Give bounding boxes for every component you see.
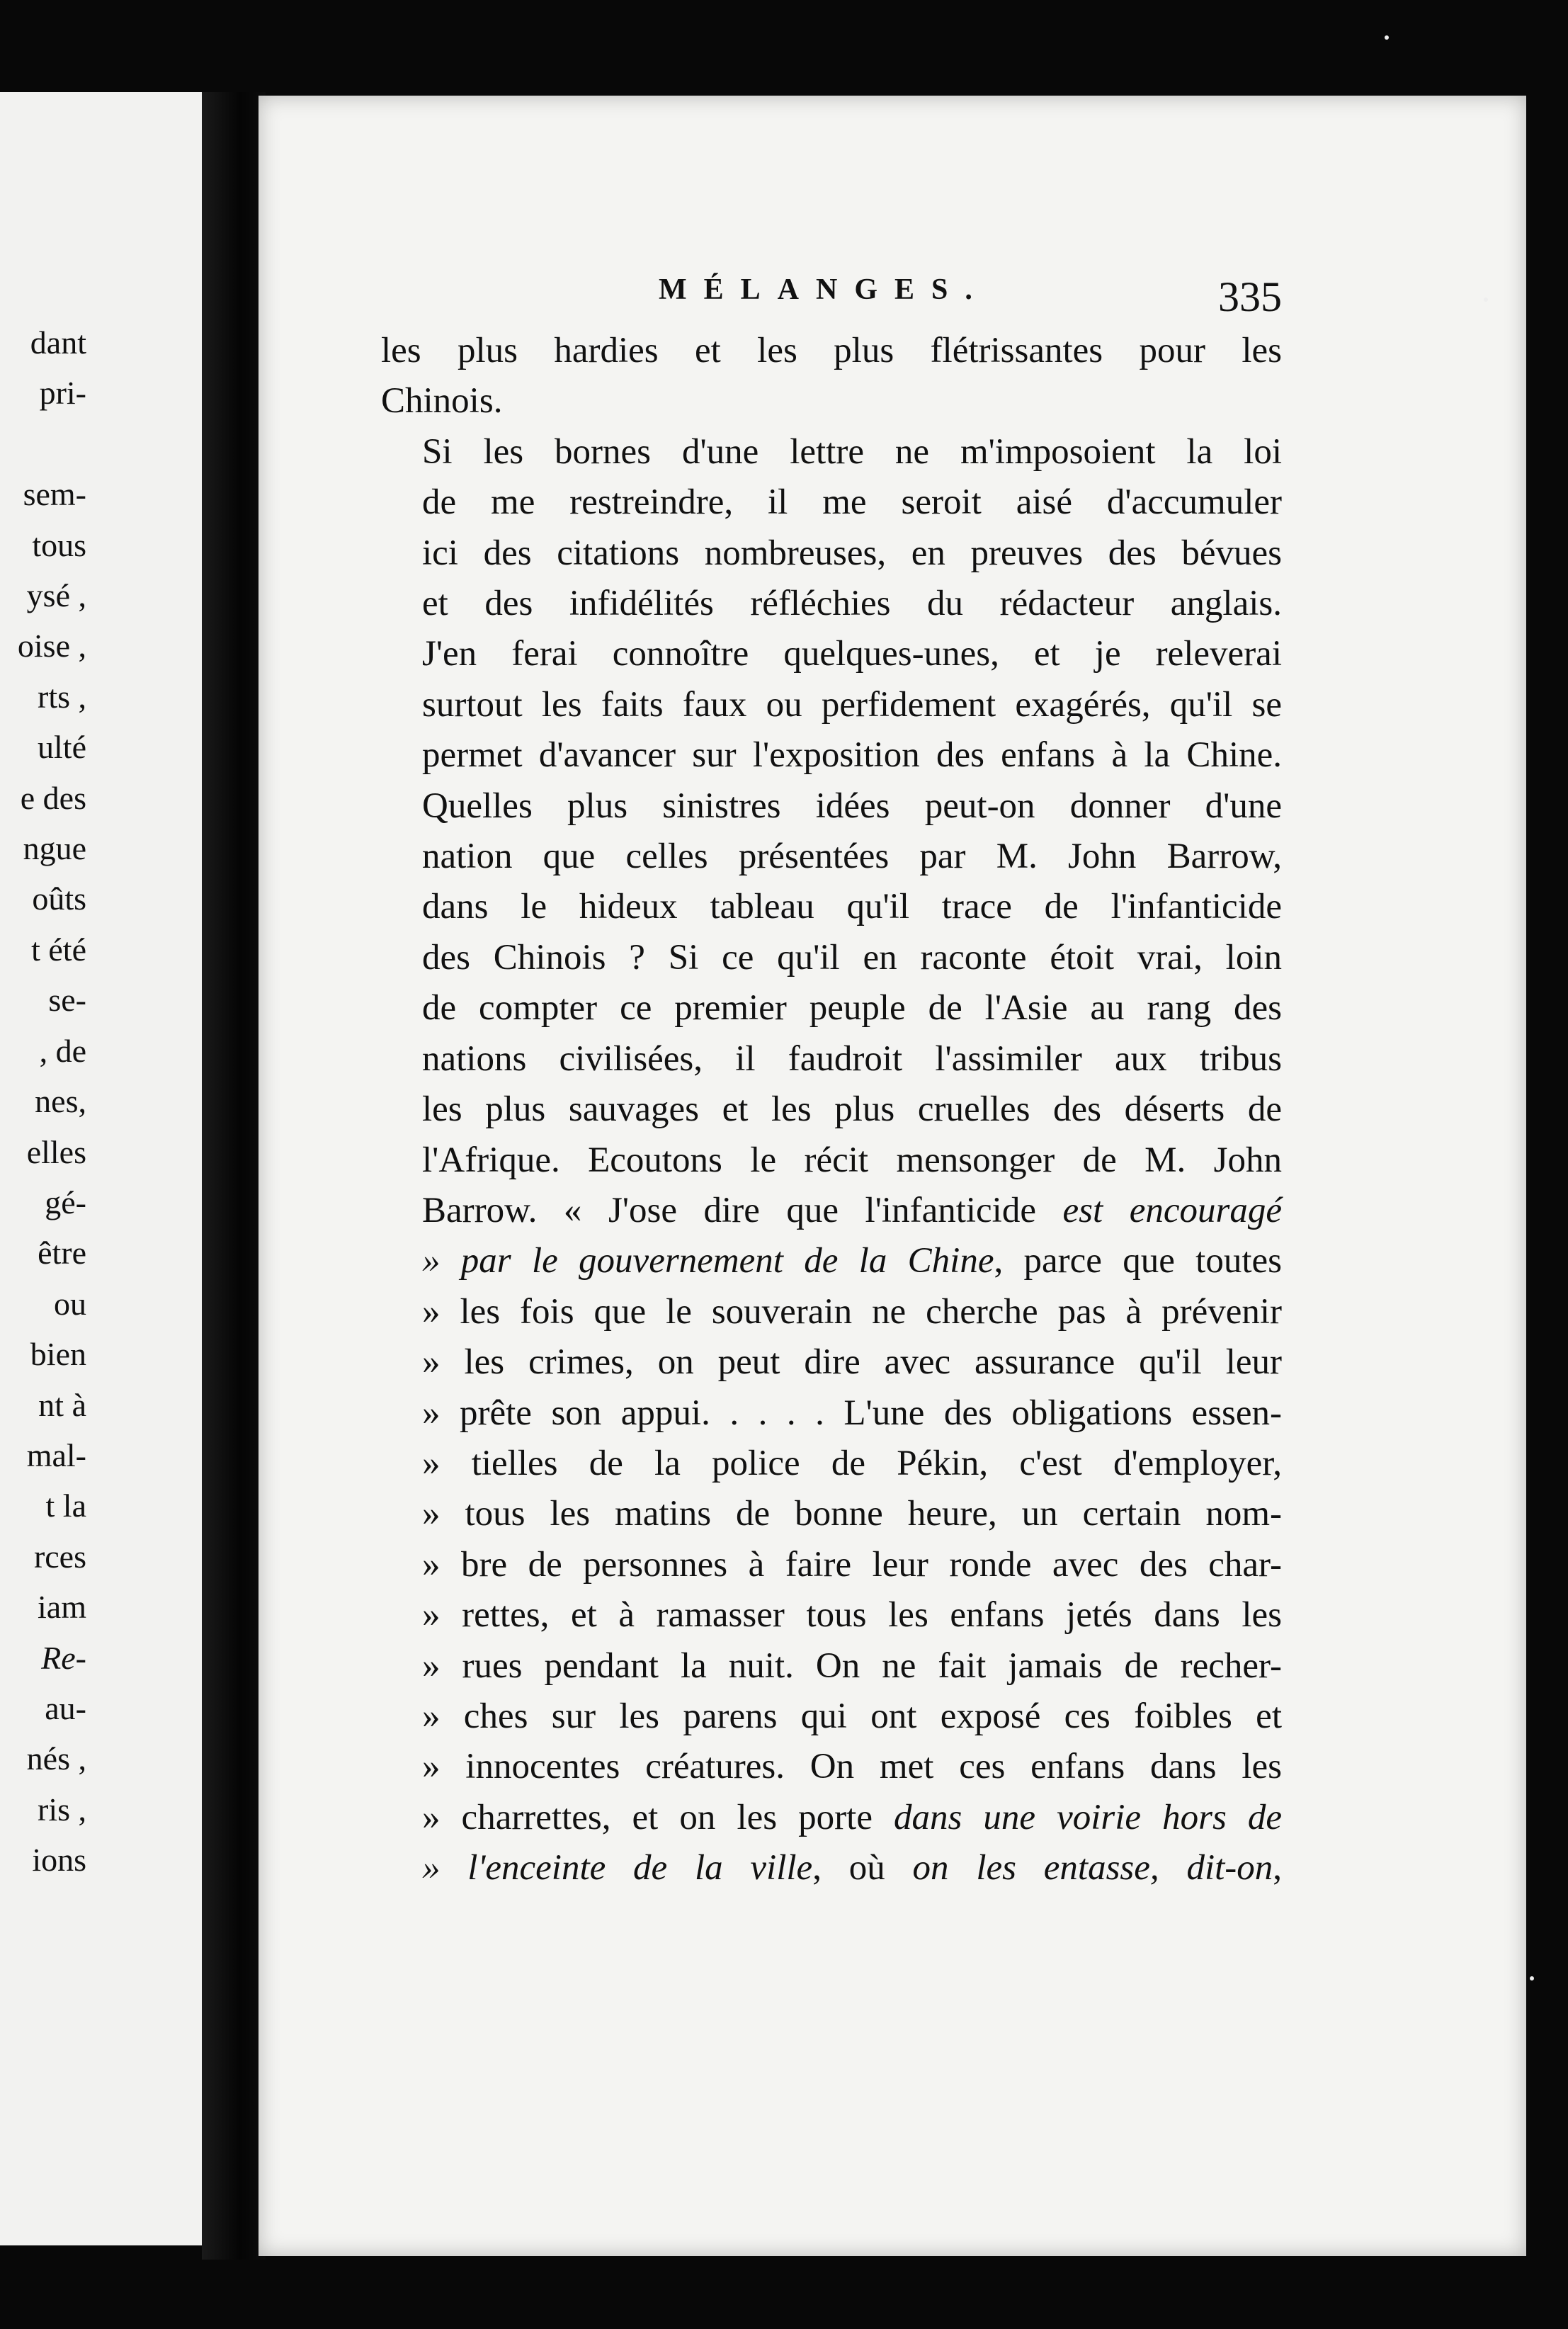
left-fragment-line: se- (48, 982, 86, 1019)
left-fragment-line: sem- (23, 476, 86, 513)
text-line: » les fois que le souverain ne cherche pas à prévenir (422, 1291, 1282, 1332)
left-fragment-line: ngue (23, 830, 86, 867)
text-line: Quelles plus sinistres idées peut-on donner d'une (422, 786, 1282, 826)
left-fragment-line: ions (32, 1842, 86, 1878)
left-fragment-line: être (38, 1235, 86, 1271)
left-fragment-line: nes, (35, 1083, 86, 1120)
quote-roman: , parce que toutes (994, 1241, 1282, 1281)
quote-italic: est encouragé (1062, 1190, 1282, 1230)
text-line: les plus sauvages et les plus cruelles des déserts de (422, 1089, 1282, 1130)
text-line: de me restreindre, il me seroit aisé d'accumuler (422, 482, 1282, 523)
text-line: J'en ferai connoître quelques-unes, et je releverai (422, 634, 1282, 674)
left-fragment-line: bien (30, 1336, 86, 1373)
text-line: de compter ce premier peuple de l'Asie au rang des (422, 988, 1282, 1028)
text-line: dans le hideux tableau qu'il trace de l'infanticide (422, 887, 1282, 927)
text-line (381, 1186, 1282, 1236)
text-line (381, 1236, 1282, 1286)
left-fragment-line: pri- (39, 375, 86, 412)
left-fragment-line: gé- (45, 1184, 86, 1220)
text-line: » ches sur les parens qui ont exposé ces foibles et (422, 1696, 1282, 1736)
left-fragment-line: rts , (38, 678, 86, 715)
quote-roman: , où (812, 1848, 885, 1888)
quote-roman: , (1273, 1848, 1283, 1888)
left-fragment-line: nés , (26, 1740, 86, 1777)
left-fragment-line: Re- (41, 1639, 86, 1676)
scan-speck (1385, 35, 1389, 40)
text-line: » innocentes créatures. On met ces enfans dans les (422, 1747, 1282, 1787)
text-line: et des infidélités réfléchies du rédacteur anglais. (422, 584, 1282, 624)
body-text (381, 326, 1282, 1894)
text-line: des Chinois ? Si ce qu'il en raconte étoit vrai, loin (422, 937, 1282, 978)
text-line: » rues pendant la nuit. On ne fait jamais de recher- (422, 1645, 1282, 1686)
text-line: » bre de personnes à faire leur ronde avec des char- (422, 1544, 1282, 1585)
paragraph-2 (381, 427, 1282, 781)
book-gutter (202, 92, 266, 2260)
left-page-text-fragments (0, 317, 86, 1886)
left-fragment-line: dant (30, 324, 86, 361)
scan-speck (1484, 298, 1488, 302)
left-fragment-line: oûts (32, 880, 86, 917)
text-line: surtout les faits faux ou perfidement exagérés, qu'il se (422, 684, 1282, 725)
left-fragment-line: , de (39, 1032, 86, 1069)
left-fragment-line: e des (20, 779, 86, 816)
quote-italic: dans une voirie hors de (894, 1797, 1282, 1837)
text-line: » prête son appui. . . . . L'une des obligations essen- (422, 1393, 1282, 1433)
text-line (381, 1843, 1282, 1893)
text-line: Si les bornes d'une lettre ne m'imposoient la loi (422, 431, 1282, 472)
text-line (381, 1793, 1282, 1843)
paragraph-1 (381, 326, 1282, 427)
text-line: ici des citations nombreuses, en preuves des bévues (422, 533, 1282, 573)
left-fragment-line: tous (32, 526, 86, 563)
left-fragment-line: oise , (17, 628, 86, 664)
left-fragment-line: au- (45, 1689, 86, 1726)
quote-italic: » par le gouvernement de la Chine (422, 1241, 994, 1281)
text-line: les plus hardies et les plus flétrissantes pour les (381, 331, 1282, 370)
left-fragment-line: nt à (38, 1386, 86, 1423)
text-line: » les crimes, on peut dire avec assurance qu'il leur (422, 1342, 1282, 1383)
quote-italic: » l'enceinte de la ville (422, 1848, 813, 1888)
left-fragment-line: mal- (26, 1436, 86, 1473)
quote-roman: Barrow. « J'ose dire que l'infanticide (422, 1190, 1036, 1230)
text-line: Chinois. (381, 381, 503, 421)
left-fragment-line: ris , (38, 1791, 86, 1828)
text-line: » tielles de la police de Pékin, c'est d'employer, (422, 1443, 1282, 1483)
text-line: l'Afrique. Ecoutons le récit mensonger de M. John (422, 1140, 1282, 1180)
paragraph-3 (381, 781, 1282, 1894)
left-fragment-line (0, 419, 86, 469)
left-fragment-line: rces (33, 1538, 86, 1575)
scan-speck (1530, 1976, 1534, 1980)
left-fragment-line: ysé , (26, 577, 86, 614)
text-line: » tous les matins de bonne heure, un certain nom- (422, 1494, 1282, 1534)
text-line: permet d'avancer sur l'exposition des enfans à la Chine. (422, 735, 1282, 776)
left-fragment-line: ou (54, 1285, 86, 1322)
left-fragment-line: t la (45, 1488, 86, 1524)
left-fragment-line: ulté (38, 729, 86, 766)
left-fragment-line: elles (26, 1133, 86, 1170)
text-line: nation que celles présentées par M. John Barrow, (422, 837, 1282, 877)
left-fragment-line: iam (38, 1589, 86, 1626)
left-fragment-line: t été (31, 931, 86, 968)
text-line: » rettes, et à ramasser tous les enfans jetés dans les (422, 1595, 1282, 1636)
quote-italic: on les entasse, dit-on (912, 1848, 1273, 1888)
running-head: MÉLANGES. (659, 273, 989, 306)
page-number: 335 (1218, 273, 1282, 320)
text-line: nations civilisées, il faudroit l'assimiler aux tribus (422, 1038, 1282, 1079)
quote-roman: » charrettes, et on les porte (422, 1797, 873, 1837)
